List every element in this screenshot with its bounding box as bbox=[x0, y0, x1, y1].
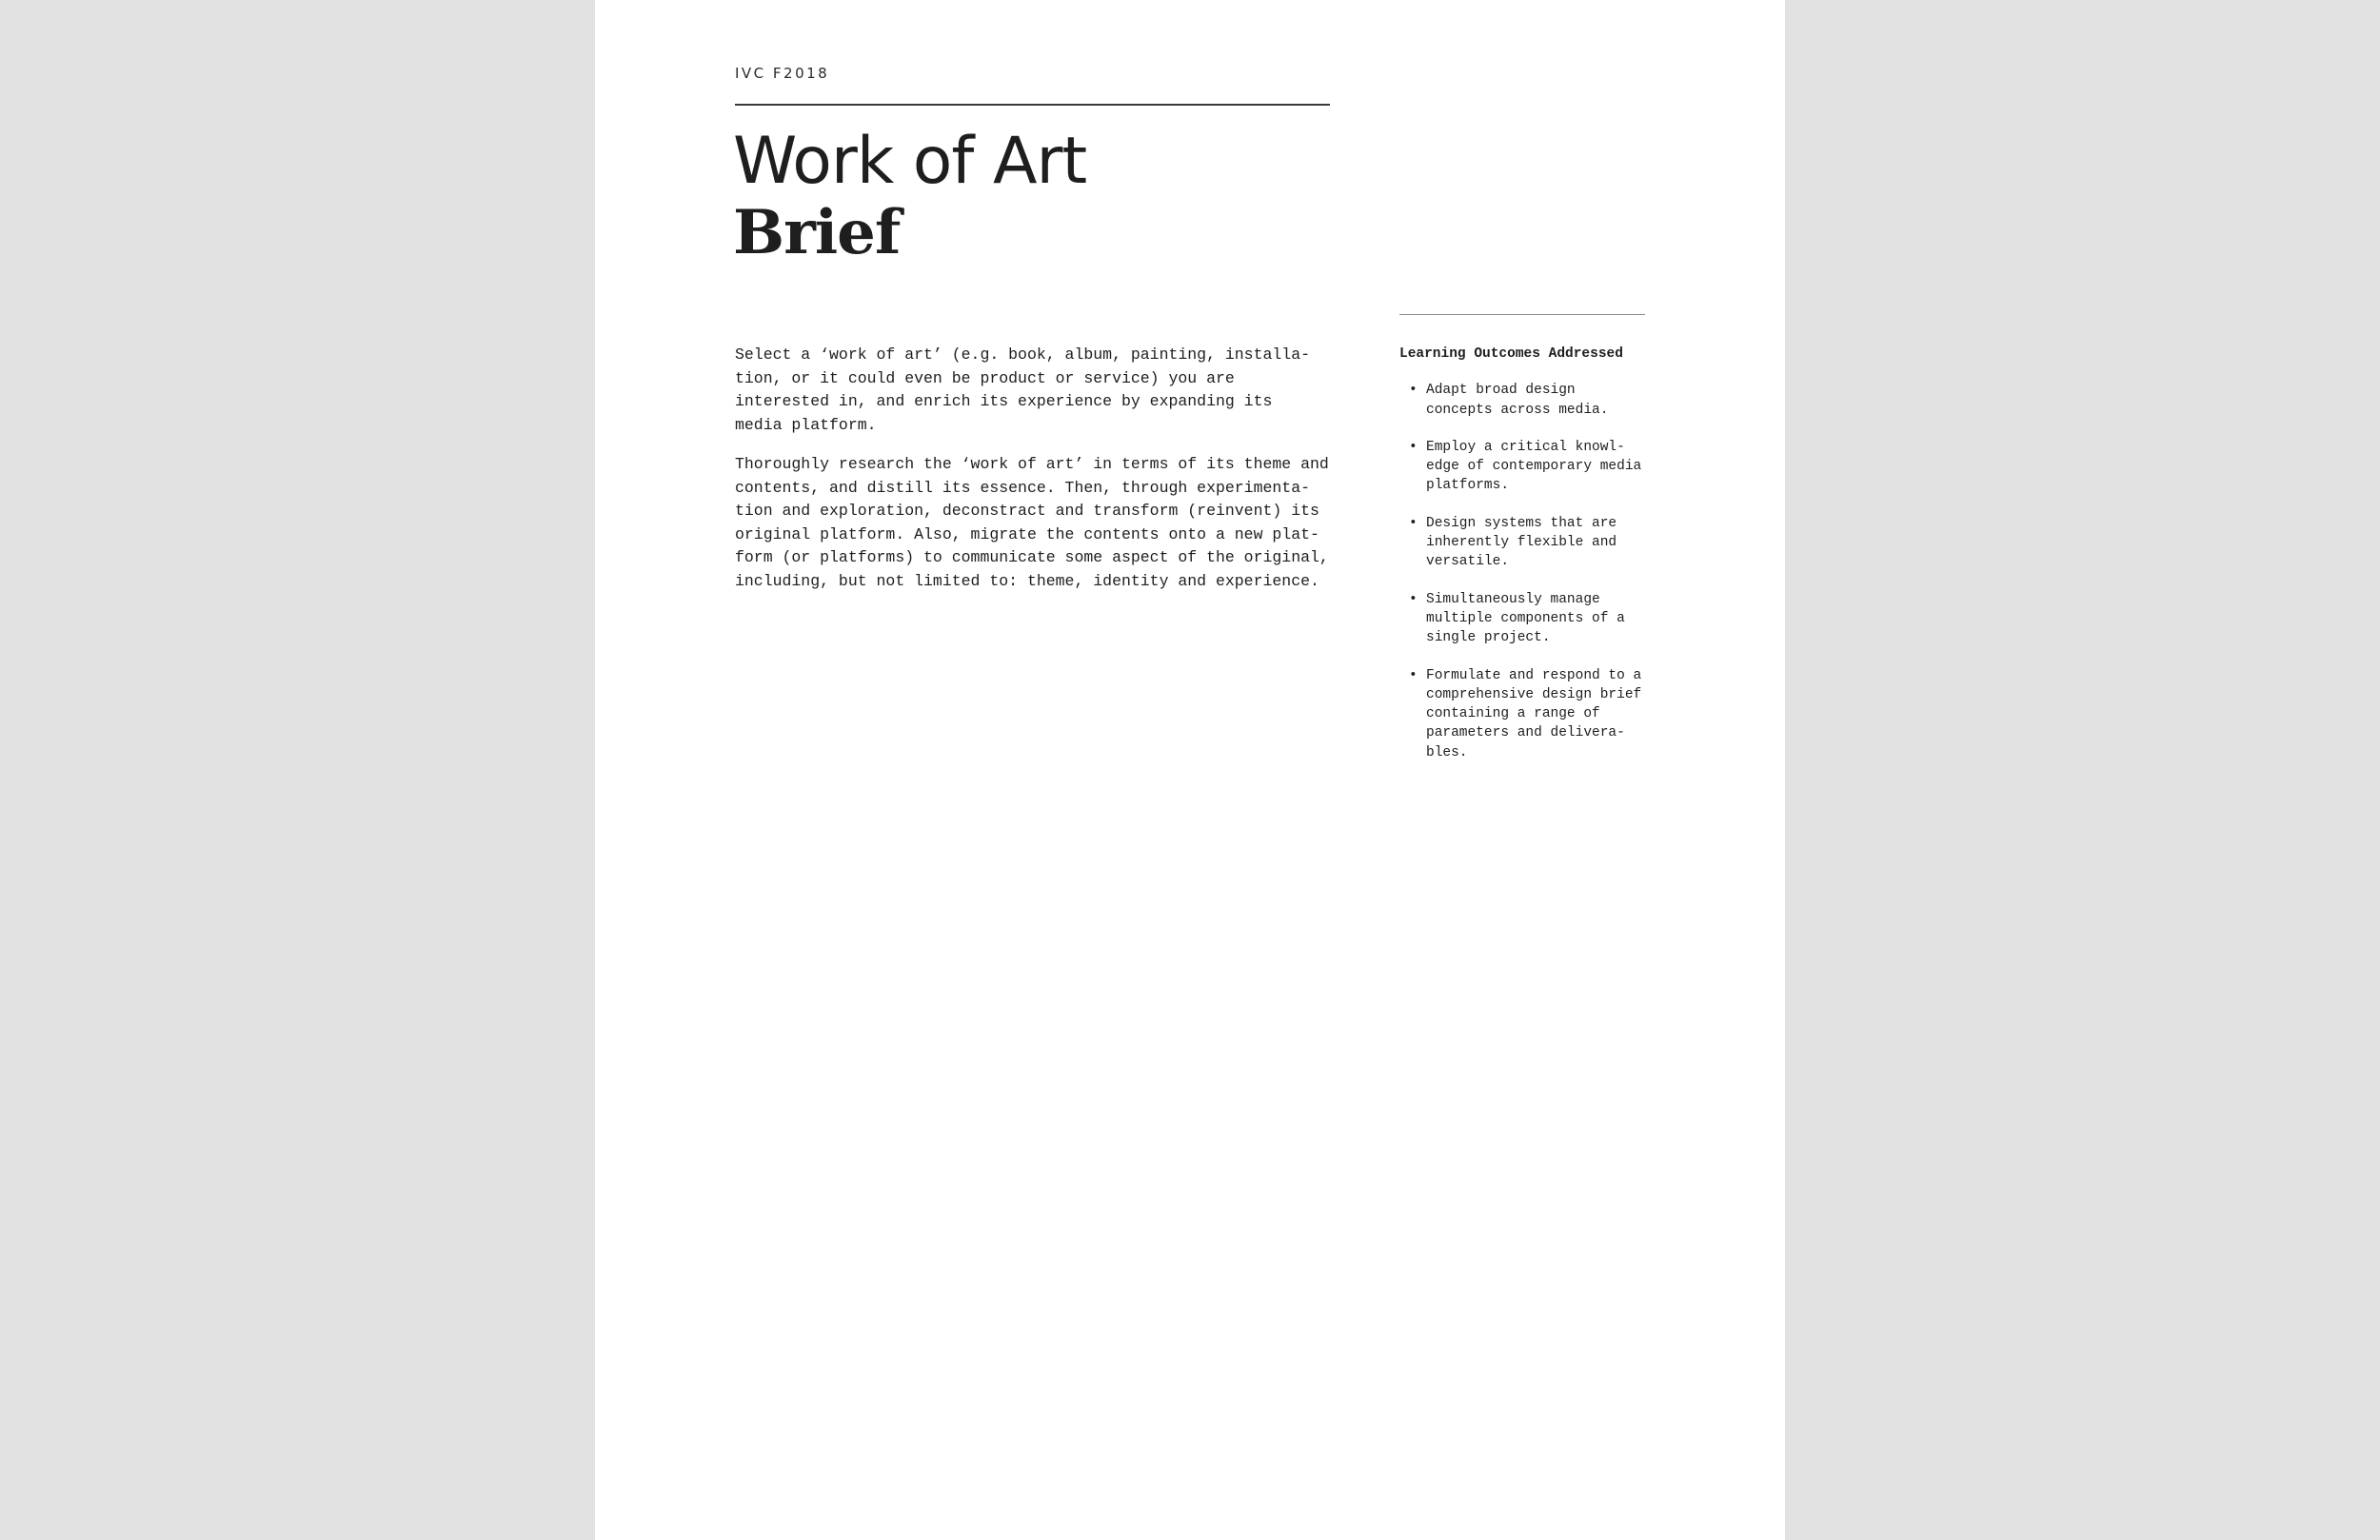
outcomes-list bbox=[1399, 381, 1656, 762]
outcome-item bbox=[1399, 381, 1656, 420]
bullet-icon: • bbox=[1409, 439, 1418, 455]
bullet-icon: • bbox=[1409, 591, 1418, 607]
outcome-text: Adapt broad design concepts across media. bbox=[1426, 383, 1609, 418]
brief-body bbox=[735, 344, 1344, 609]
sidebar-divider bbox=[1399, 314, 1645, 315]
sidebar-heading: Learning Outcomes Addressed bbox=[1399, 346, 1623, 362]
bullet-icon: • bbox=[1409, 667, 1418, 683]
brief-paragraph: Select a ‘work of art’ (e.g. book, album, painting, installa- tion, or it could even be product or service) you are interested in, and enrich its experience by expanding its media platform. bbox=[735, 346, 1310, 434]
outcome-item bbox=[1399, 514, 1656, 572]
outcome-text: Simultaneously manage multiple components of a single project. bbox=[1426, 591, 1625, 646]
outcome-item bbox=[1399, 590, 1656, 648]
bullet-icon: • bbox=[1409, 515, 1418, 531]
outcome-text: Design systems that are inherently flexible and versatile. bbox=[1426, 515, 1617, 570]
title-divider bbox=[735, 104, 1330, 106]
course-code: IVC F2018 bbox=[735, 65, 830, 82]
outcome-text: Formulate and respond to a comprehensive design brief containing a range of parameters and delivera- bles. bbox=[1426, 667, 1642, 760]
brief-paragraph: Thoroughly research the ‘work of art’ in terms of its theme and contents, and distill its essence. Then, through experimenta- tion and exploration, deconstract and transform (reinvent) its original platform. Also, migrate the contents onto a new plat- form (or platforms) to communicate some aspect of the original, including, but not limited to: theme, identity and experience. bbox=[735, 455, 1329, 590]
outcome-text: Employ a critical knowl- edge of contemporary media platforms. bbox=[1426, 439, 1642, 494]
outcome-item bbox=[1399, 666, 1656, 762]
page-subtitle: Brief bbox=[733, 197, 901, 268]
outcome-item bbox=[1399, 438, 1656, 496]
learning-outcomes-sidebar bbox=[1399, 345, 1656, 780]
bullet-icon: • bbox=[1409, 383, 1418, 399]
page-title: Work of Art bbox=[733, 124, 1087, 199]
